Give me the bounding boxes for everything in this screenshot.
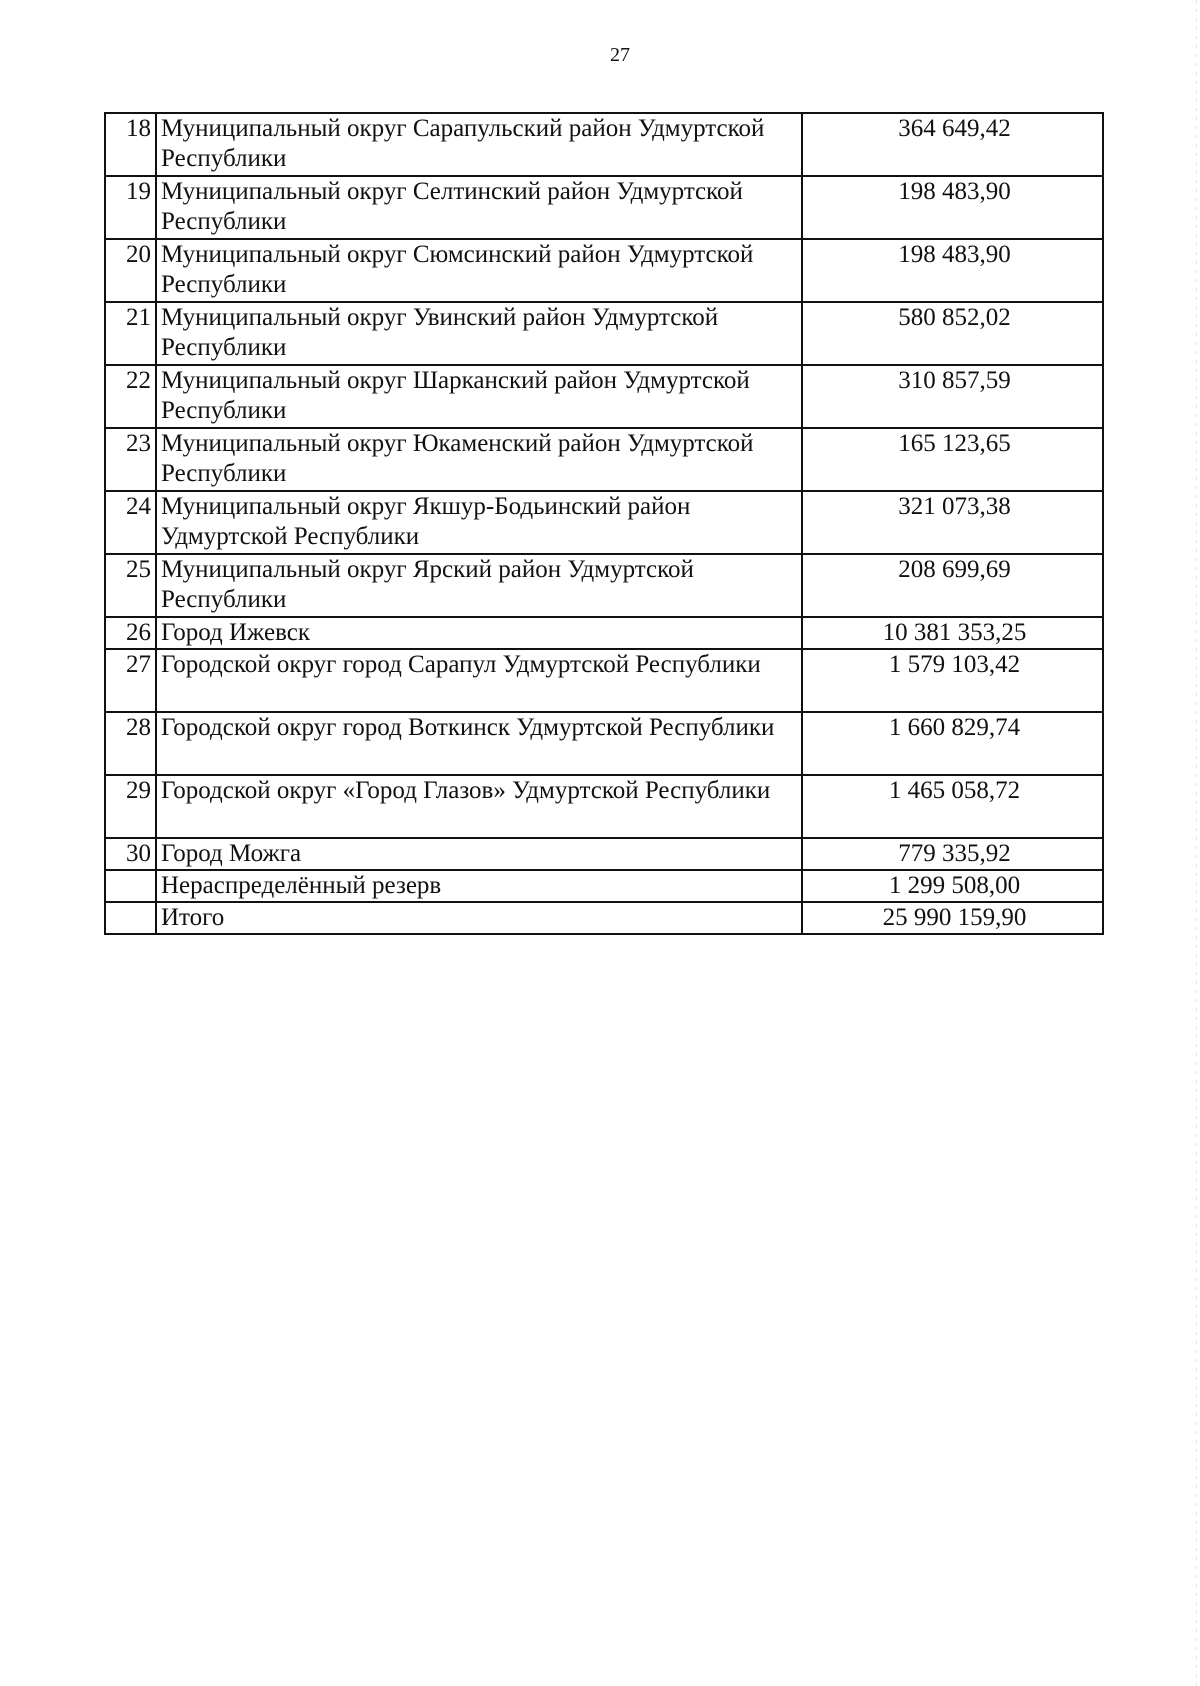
municipality-name: Муниципальный округ Сюмсинский район Удмуртской Республики — [156, 239, 802, 302]
row-number: 30 — [105, 838, 156, 870]
table-row — [105, 428, 1103, 491]
reserve-amount: 1 299 508,00 — [802, 870, 1103, 902]
amount-value: 1 579 103,42 — [802, 649, 1103, 712]
row-number: 20 — [105, 239, 156, 302]
municipality-name: Муниципальный округ Селтинский район Удмуртской Республики — [156, 176, 802, 239]
municipality-name: Муниципальный округ Юкаменский район Удмуртской Республики — [156, 428, 802, 491]
amount-value: 165 123,65 — [802, 428, 1103, 491]
allocation-table — [104, 112, 1104, 935]
row-number: 18 — [105, 113, 156, 176]
amount-value: 364 649,42 — [802, 113, 1103, 176]
row-number: 29 — [105, 775, 156, 838]
reserve-row — [105, 870, 1103, 902]
municipality-name: Муниципальный округ Увинский район Удмуртской Республики — [156, 302, 802, 365]
total-label: Итого — [156, 902, 802, 934]
row-number: 27 — [105, 649, 156, 712]
amount-value: 10 381 353,25 — [802, 617, 1103, 649]
row-number: 26 — [105, 617, 156, 649]
row-number: 22 — [105, 365, 156, 428]
table-row — [105, 491, 1103, 554]
municipality-name: Город Ижевск — [156, 617, 802, 649]
table-row — [105, 712, 1103, 775]
row-number: 19 — [105, 176, 156, 239]
municipality-name: Городской округ город Сарапул Удмуртской Республики — [156, 649, 802, 712]
municipality-name: Муниципальный округ Шарканский район Удмуртской Республики — [156, 365, 802, 428]
row-number — [105, 870, 156, 902]
municipality-name: Муниципальный округ Якшур-Бодьинский район Удмуртской Республики — [156, 491, 802, 554]
total-row — [105, 902, 1103, 934]
page-number: 27 — [610, 44, 630, 66]
amount-value: 321 073,38 — [802, 491, 1103, 554]
amount-value: 1 660 829,74 — [802, 712, 1103, 775]
municipality-name: Муниципальный округ Сарапульский район Удмуртской Республики — [156, 113, 802, 176]
table-row — [105, 775, 1103, 838]
table-row — [105, 365, 1103, 428]
table-row — [105, 838, 1103, 870]
municipality-name: Городской округ «Город Глазов» Удмуртской Республики — [156, 775, 802, 838]
municipality-name: Городской округ город Воткинск Удмуртской Республики — [156, 712, 802, 775]
row-number — [105, 902, 156, 934]
reserve-label: Нераспределённый резерв — [156, 870, 802, 902]
scan-edge-artifact — [1196, 0, 1197, 1686]
table-row — [105, 617, 1103, 649]
total-amount: 25 990 159,90 — [802, 902, 1103, 934]
table-row — [105, 113, 1103, 176]
amount-value: 779 335,92 — [802, 838, 1103, 870]
amount-value: 208 699,69 — [802, 554, 1103, 617]
table-row — [105, 239, 1103, 302]
row-number: 24 — [105, 491, 156, 554]
amount-value: 580 852,02 — [802, 302, 1103, 365]
row-number: 25 — [105, 554, 156, 617]
amount-value: 1 465 058,72 — [802, 775, 1103, 838]
row-number: 28 — [105, 712, 156, 775]
table-row — [105, 649, 1103, 712]
table-row — [105, 554, 1103, 617]
row-number: 23 — [105, 428, 156, 491]
table-row — [105, 302, 1103, 365]
amount-value: 198 483,90 — [802, 176, 1103, 239]
municipality-name: Город Можга — [156, 838, 802, 870]
table-row — [105, 176, 1103, 239]
amount-value: 198 483,90 — [802, 239, 1103, 302]
amount-value: 310 857,59 — [802, 365, 1103, 428]
row-number: 21 — [105, 302, 156, 365]
municipality-name: Муниципальный округ Ярский район Удмуртской Республики — [156, 554, 802, 617]
